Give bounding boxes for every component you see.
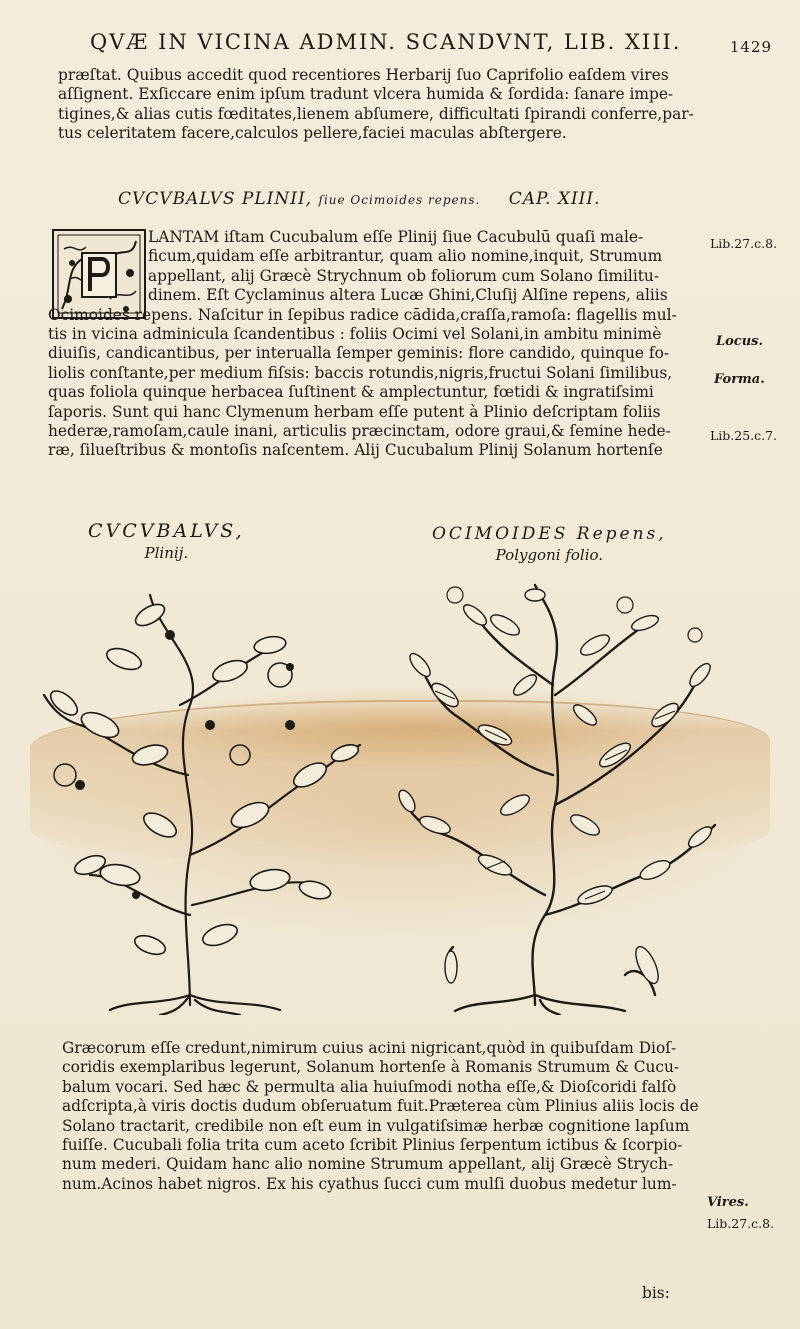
top-paragraph (58, 66, 694, 144)
text-line: balum vocari. Sed hæc & permulta alia huiuſmodi notha eſſe,& Dioſcoridi falſò (62, 1077, 677, 1096)
continuation-paragraph (62, 1039, 699, 1194)
text-line: ræ, ſilueſtribus & montoſis naſcentem. Alij Cucubalum Plinij Solanum hortenſe (48, 441, 663, 460)
margin-note-reference: Lib.25.c.7. (710, 428, 778, 443)
ocimoides-woodcut-icon (395, 575, 725, 1015)
margin-note-forma: Forma. (714, 372, 765, 387)
text-line: quas foliola quinque herbacea ſuſtinent & amplectuntur, fœtidi & ingratiſsimi (48, 383, 654, 402)
text-line: præſtat. Quibus accedit quod recentiores Herbarij ſuo Caprifolio eaſdem vires (58, 66, 669, 84)
margin-note-reference: Lib.27.c.8. (707, 1216, 775, 1231)
figure-title: OCIMOIDES Repens, (432, 524, 667, 544)
text-line: hederæ,ramoſam,caule inani, articulis præcinctam, odore graui,& ſemine hede- (48, 422, 671, 441)
text-line: ficum,quidam eſſe arbitrantur, quam alio nomine,inquit, Strumum (148, 247, 663, 266)
text-line: LANTAM iſtam Cucubalum eſſe Plinij ſiue Cacubulū quaſi male- (148, 228, 644, 246)
text-line: diuiſis, candicantibus, per interualla ſemper geminis: flore candido, quinque fo- (48, 344, 670, 363)
figure-caption-right (432, 524, 667, 564)
text-line: aſſignent. Exſiccare enim ipſum tradunt vlcera humida & ſordida: ſanare impe- (58, 85, 674, 104)
text-line: coridis exemplaribus legerunt, Solanum hortenſe à Romanis Strumum & Cucu- (62, 1058, 680, 1077)
page-number: 1429 (729, 38, 772, 56)
chapter-title: CVCVBALVS PLINII, (118, 189, 319, 209)
main-paragraph (48, 228, 677, 461)
chapter-heading (118, 189, 678, 209)
margin-note-vires: Vires. (707, 1195, 749, 1210)
text-line: Græcorum eſſe credunt,nimirum cuius acini nigricant,quòd in quibuſdam Dioſ- (62, 1039, 677, 1057)
text-line: Solano tractarit, credibile non eſt eum in vulgatiſsimæ herbæ cognitione lapſum (62, 1116, 690, 1135)
figure-subtitle: Polygoni folio. (495, 546, 604, 564)
running-head-title: QVÆ IN VICINA ADMIN. SCANDVNT, LIB. XIII. (90, 30, 682, 54)
cucubalus-woodcut-icon (40, 575, 370, 1015)
text-line: num mederi. Quidam hanc alio nomine Strumum appellant, alij Græcè Strych- (62, 1155, 674, 1174)
text-line: fuiſſe. Cucubali folia trita cum aceto ſcribit Plinius ſerpentum ictibus & ſcorpio- (62, 1136, 683, 1155)
figure-title: CVCVBALVS, (88, 520, 245, 542)
text-line: dinem. Eſt Cyclaminus altera Lucæ Ghini,Cluſij Alſine repens, aliis (148, 286, 668, 305)
figure-subtitle: Plinij. (144, 544, 189, 562)
margin-note-locus: Locus. (716, 334, 764, 349)
text-line: tigines,& alias cutis fœditates,lienem abſumere, difficultati ſpirandi conferre,par- (58, 104, 694, 123)
margin-note-reference: Lib.27.c.8. (710, 236, 778, 251)
catchword: bis: (642, 1284, 670, 1302)
text-line: ſaporis. Sunt qui hanc Clymenum herbam eſſe putent à Plinio deſcriptam foliis (48, 402, 661, 421)
text-line: appellant, alij Græcè Strychnum ob foliorum cum Solano ſimilitu- (148, 266, 660, 285)
text-line: tus celeritatem facere,calculos pellere,faciei maculas abſtergere. (58, 124, 567, 143)
running-head (90, 30, 780, 54)
chapter-number: CAP. XIII. (508, 189, 601, 209)
text-line: num.Acinos habet nigros. Ex his cyathus ſucci cum mulſi duobus medetur lum- (62, 1174, 677, 1193)
text-line: Ocimoides repens. Naſcitur in ſepibus radice cādida,craſſa,ramoſa: flagellis mul- (48, 305, 677, 324)
figure-caption-left (88, 520, 245, 562)
text-line: adſcripta,à viris doctis dudum obſeruatum fuit.Præterea cùm Plinius aliis locis de (62, 1097, 699, 1116)
text-line: liolis conſtante,per medium fiſsis: baccis rotundis,nigris,fructui Solani ſimilibus, (48, 363, 673, 382)
chapter-subtitle: ſiue Ocimoides repens. (318, 193, 481, 207)
text-line: tis in vicina adminicula ſcandentibus : foliis Ocimi vel Solani,in ambitu minimè (48, 325, 662, 344)
